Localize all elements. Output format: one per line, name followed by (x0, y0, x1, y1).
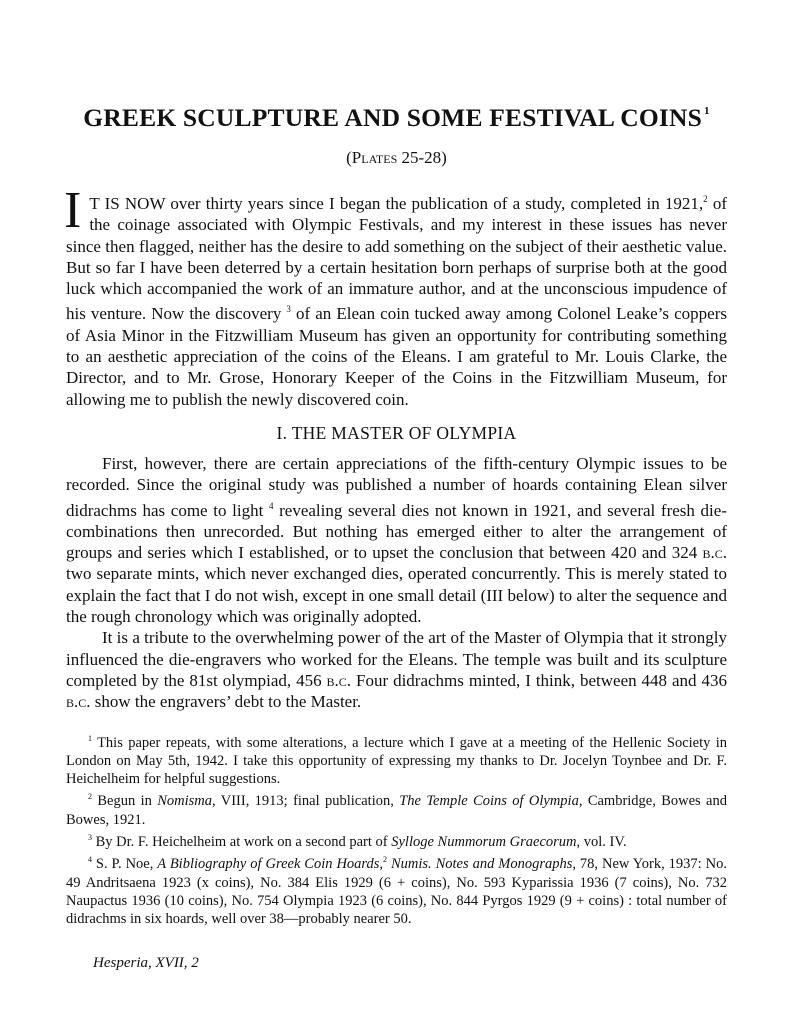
plates-text: (Plates 25-28) (346, 148, 447, 167)
footnote-2-text-b: , VIII, 1913; final publication, (212, 793, 400, 810)
footnote-2-italic-2: The Temple Coins of Olympia (399, 793, 579, 810)
footnote-mark-1: 1 (88, 733, 92, 743)
bc-abbrev: b.c. (326, 670, 352, 690)
footnote-1-text: This paper repeats, with some alterations, a lecture which I gave at a meeting of the Hellenic Society in London on May 5th, 1942. I take this opportunity of expressing my thanks to Dr. Jocelyn Toynbee and Dr. F. Heichelheim for helpful suggestions. (66, 734, 727, 788)
bc-abbrev: b.c. (66, 692, 91, 712)
footnote-2-italic-1: Nomisma (157, 793, 213, 810)
para3-text-c: show the engravers’ debt to the Master. (90, 692, 362, 712)
paragraph-3 (66, 627, 727, 712)
footnote-3 (66, 829, 727, 851)
para2-text-c: two separate mints, which never exchanged dies, operated concurrently. This is merely stated to explain the fact that I do not wish, except in one small detail (III below) to alter the sequence and the rough chronology which was originally adopted. (66, 564, 727, 627)
title-text: GREEK SCULPTURE AND SOME FESTIVAL COINS (83, 103, 703, 132)
footnote-1 (66, 730, 727, 789)
intro-text-b: of the coinage associated with Olympic Festivals, and my interest in these issues has never since then flagged, neither has the desire to add something on the subject of their aesthetic value. But so far I have been deterred by a certain hesitation born perhaps of surprise both at the good luck which accompanied the work of an immature author, and at the unconscious impudence of his venture. Now the discovery (66, 194, 727, 324)
intro-text-c: of an Elean coin tucked away among Colonel Leake’s coppers of Asia Minor in the Fitzwilliam Museum has given an opportunity for contributing something to an aesthetic appreciation of the coins of the Eleans. I am grateful to Mr. Louis Clarke, the Director, and to Mr. Grose, Honorary Keeper of the Coins in the Fitzwilliam Museum, for allowing me to publish the newly discovered coin. (66, 304, 727, 409)
drop-cap: I (64, 182, 82, 239)
footnote-2 (66, 788, 727, 829)
para3-text-b: Four didrachms minted, I think, between 448 and 436 (351, 670, 727, 690)
footnotes (66, 730, 727, 929)
footnote-ref-4[interactable]: 4 (268, 500, 274, 511)
paragraph-2 (66, 453, 727, 627)
footnote-ref-2[interactable]: 2 (703, 194, 708, 204)
article-title (66, 96, 727, 133)
footnote-4-text-b: , 78, New York, 1937: No. 49 Andritsaena 1923 (x coins), No. 384 Elis 1929 (6 + coins), No. 593 Kyparissia 1936 (7 coins), No. 732 Naupactus 1936 (10 coins), No. 754 Olympia 1923 (6 coins), No. 844 Pyrgos 1929 (9 + coins) : total number of didrachms in six hoards, well over 38—probably nearer 50. (66, 856, 727, 928)
footnote-3-italic: Sylloge Nummorum Graecorum (391, 834, 577, 851)
intro-text-a: T IS NOW over thirty years since I began the publication of a study, completed in 1921, (89, 194, 704, 213)
footnote-3-text-b: , vol. IV. (576, 834, 627, 851)
para2-text-b: revealing several dies not known in 1921, and several fresh die-combinations then unrecorded. But nothing has emerged either to alter the arrangement of groups and series which I established, or to upset the conclusion that between 420 and 324 (66, 500, 727, 563)
footnote-mark-2: 2 (88, 792, 92, 802)
footnote-4-italic-2: Numis. Notes and Monographs (387, 856, 573, 873)
footnote-4-sup: 2 (383, 855, 388, 865)
footnote-ref-3[interactable]: 3 (286, 304, 291, 315)
plates-reference (66, 147, 727, 169)
footnote-mark-3: 3 (88, 833, 92, 843)
footnote-4 (66, 851, 727, 928)
page-body (66, 96, 727, 929)
section-heading: I. THE MASTER OF OLYMPIA (276, 422, 517, 443)
journal-signature: Hesperia, XVII, 2 (93, 955, 199, 971)
title-footnote-mark[interactable]: 1 (704, 105, 710, 117)
bc-abbrev: b.c. (702, 543, 727, 563)
footnote-3-text-a: By Dr. F. Heichelheim at work on a second part of (92, 834, 392, 851)
footnote-2-text-c: , Cambridge, Bowes and Bowes, 1921. (66, 793, 727, 828)
para2-text-a: First, however, there are certain appreciations of the fifth-century Olympic issues to be recorded. Since the original study was published a number of hoards containing Elean silver didrachms has come to light (66, 453, 727, 520)
intro-paragraph (64, 182, 727, 410)
footnote-mark-4: 4 (88, 855, 92, 865)
footnote-2-text-a: Begun in (92, 793, 158, 810)
para3-text-a: It is a tribute to the overwhelming power of the art of the Master of Olympia that it strongly influenced the die-engravers who worked for the Eleans. The temple was built and its sculpture completed by the 81st olympiad, 456 (66, 628, 727, 690)
footnote-4-italic-1: A Bibliography of Greek Coin Hoards, (157, 856, 384, 873)
footnote-4-text-a: S. P. Noe, (92, 856, 158, 873)
